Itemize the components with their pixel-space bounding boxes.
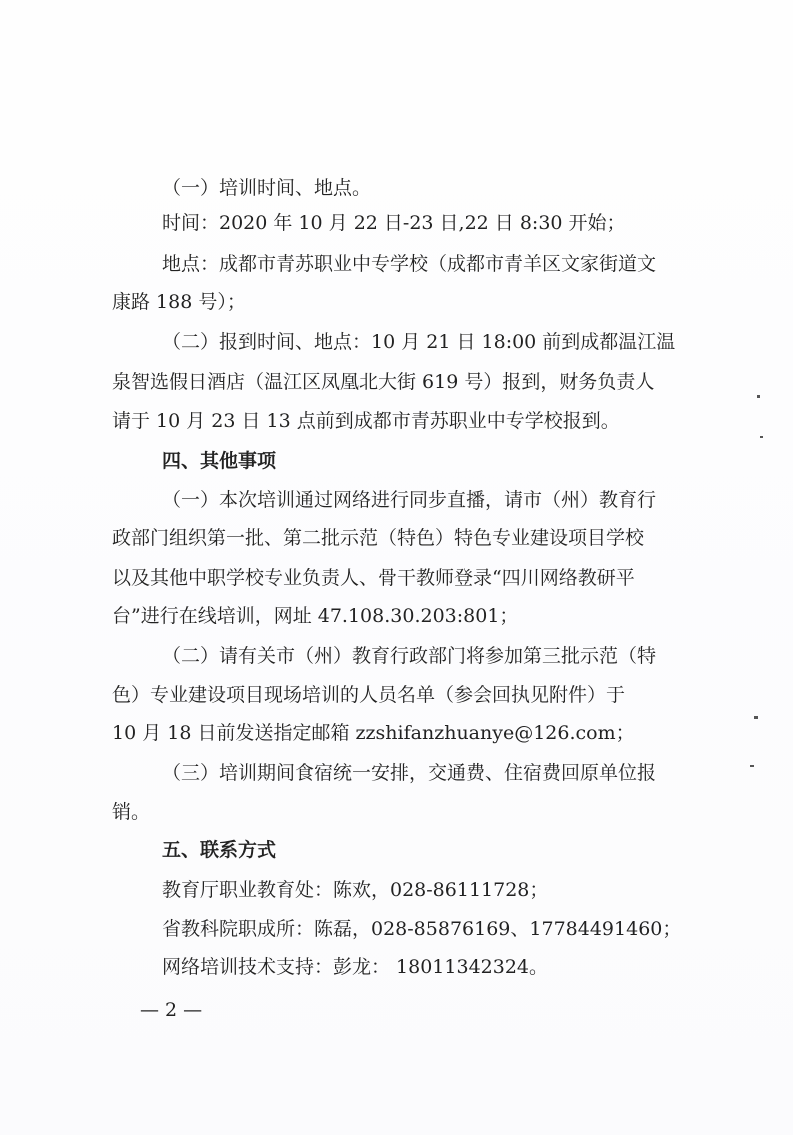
heading-contact: 五、联系方式	[162, 839, 277, 861]
other-p2-line-1: （二）请有关市（州）教育行政部门将参加第三批示范（特	[162, 645, 657, 667]
page-number: — 2 —	[140, 999, 203, 1021]
training-place-line-2: 康路 188 号）；	[112, 291, 246, 313]
contact-line-1: 教育厅职业教育处：陈欢，028-86111728；	[162, 879, 549, 901]
scan-speck	[757, 395, 760, 398]
other-p1-line-1: （一）本次培训通过网络进行同步直播，请市（州）教育行	[162, 489, 657, 511]
other-p1-line-4: 台”进行在线培训，网址 47.108.30.203:801；	[112, 605, 519, 627]
other-p3-line-1: （三）培训期间食宿统一安排，交通费、住宿费回原单位报	[162, 762, 657, 784]
scan-speck	[750, 765, 754, 767]
training-time-line: 时间：2020 年 10 月 22 日-23 日,22 日 8:30 开始；	[162, 212, 626, 234]
other-p1-line-3: 以及其他中职学校专业负责人、骨干教师登录“四川网络教研平	[112, 567, 635, 589]
contact-line-3: 网络培训技术支持：彭龙： 18011342324。	[162, 956, 549, 978]
contact-line-2: 省教科院职成所：陈磊，028-85876169、17784491460；	[162, 918, 682, 940]
registration-line-2: 泉智选假日酒店（温江区凤凰北大街 619 号）报到，财务负责人	[112, 371, 655, 393]
other-p1-line-2: 政部门组织第一批、第二批示范（特色）特色专业建设项目学校	[112, 527, 645, 549]
subheading-training-time-place: （一）培训时间、地点。	[162, 177, 372, 199]
other-p3-line-2: 销。	[112, 801, 151, 823]
scan-speck	[760, 436, 763, 438]
registration-line-1: （二）报到时间、地点：10 月 21 日 18:00 前到成都温江温	[162, 331, 676, 353]
heading-other-matters: 四、其他事项	[162, 450, 277, 472]
other-p2-line-3: 10 月 18 日前发送指定邮箱 zzshifanzhuanye@126.com；	[112, 722, 635, 744]
registration-line-3: 请于 10 月 23 日 13 点前到成都市青苏职业中专学校报到。	[112, 410, 620, 432]
training-place-line-1: 地点：成都市青苏职业中专学校（成都市青羊区文家街道文	[162, 253, 657, 275]
scan-speck	[754, 716, 758, 719]
other-p2-line-2: 色）专业建设项目现场培训的人员名单（参会回执见附件）于	[112, 684, 626, 706]
